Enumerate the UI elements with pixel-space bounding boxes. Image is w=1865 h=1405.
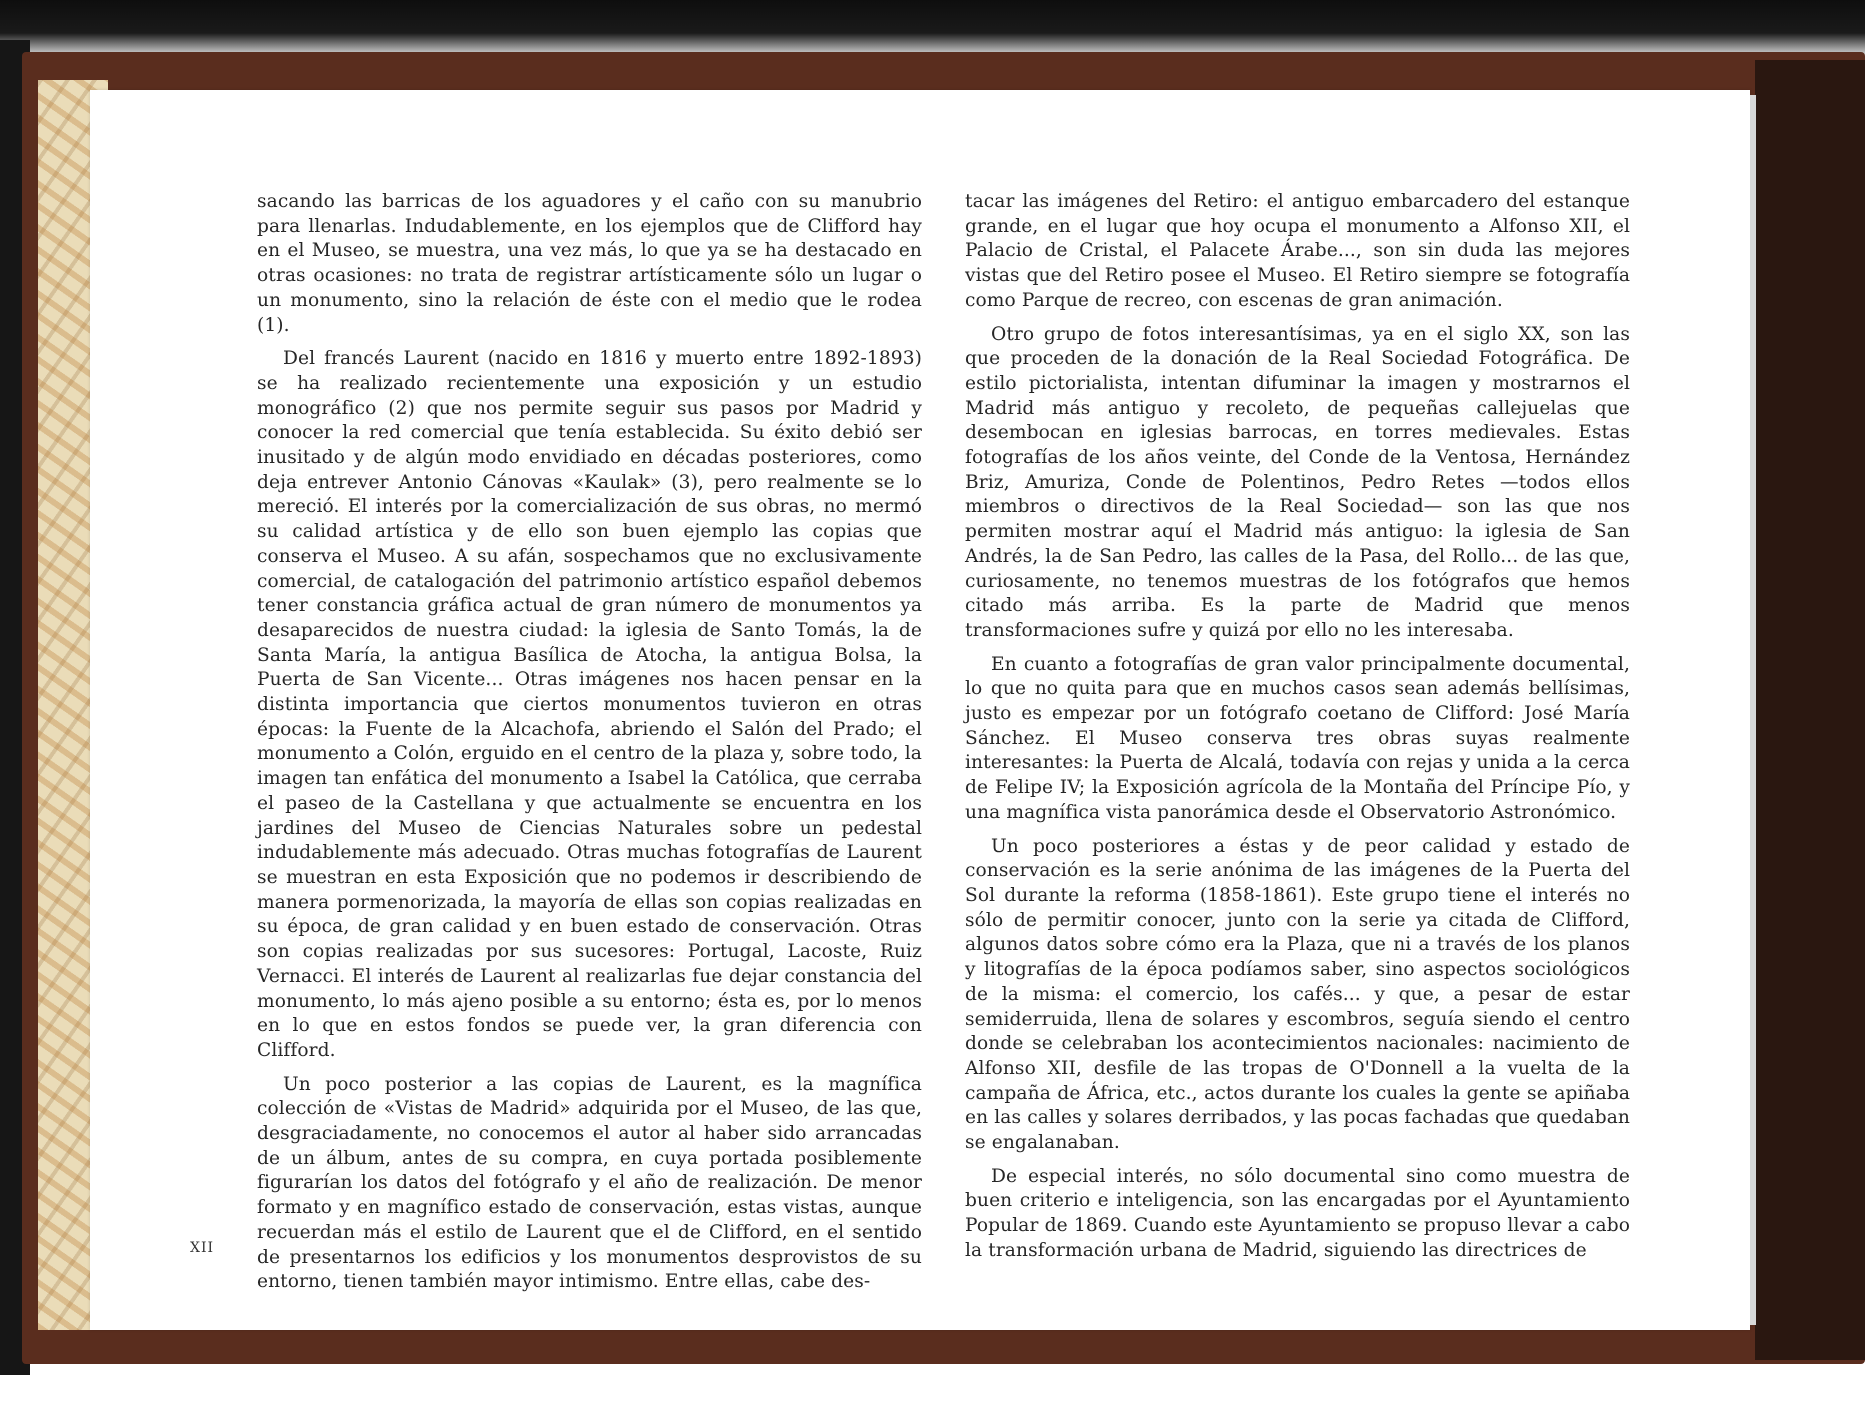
page-number: XII [190, 1240, 215, 1256]
paragraph: Un poco posterior a las copias de Laurent, es la magnífica colección de «Vistas de Madrid» adquirida por el Museo, de las que, desgraciadamente, no conocemos el autor al haber sido arrancadas de un álbum, antes de su compra, en cuya portada posiblemente figurarían los datos del fotógrafo y el año de realización. De menor formato y en magnífico estado de conservación, estas vistas, aunque recuerdan más el estilo de Laurent que el de Clifford, en el sentido de presentarnos los edificios y los monumentos desprovistos de su entorno, tienen también mayor intimismo. Entre ellas, cabe des- [257, 1073, 922, 1293]
page-edge [1750, 95, 1756, 1325]
scan-background-top [0, 0, 1865, 60]
paragraph: Del francés Laurent (nacido en 1816 y muerto entre 1892-1893) se ha realizado recientemente una exposición y un estudio monográfico (2) que nos permite seguir sus pasos por Madrid y conocer la red comercial que tenía establecida. Su éxito debió ser inusitado y de algún modo envidiado en décadas posteriores, como deja entrever Antonio Cánovas «Kaulak» (3), pero realmente se lo mereció. El interés por la comercialización de sus obras, no mermó su calidad artística y de ello son buen ejemplo las copias que conserva el Museo. A su afán, sospechamos que no exclusivamente comercial, de catalogación del patrimonio artístico español debemos tener constancia gráfica actual de gran número de monumentos ya desaparecidos de nuestra ciudad: la iglesia de Santo Tomás, la de Santa María, la antigua Basílica de Atocha, la antigua Bolsa, la Puerta de San Vicente... Otras imágenes nos hacen pensar en la distinta importancia que ciertos monumentos tuvieron en otras épocas: la Fuente de la Alcachofa, abriendo el Salón del Prado; el monumento a Colón, erguido en el centro de la plaza y, sobre todo, la imagen tan enfática del monumento a Isabel la Católica, que cerraba el paseo de la Castellana y que actualmente se encuentra en los jardines del Museo de Ciencias Naturales sobre un pedestal indudablemente más adecuado. Otras muchas fotografías de Laurent se muestran en esta Exposición que no podemos ir describiendo de manera pormenorizada, la mayoría de ellas son copias realizadas en su época, de gran calidad y en buen estado de conservación. Otras son copias realizadas por sus sucesores: Portugal, Lacoste, Ruiz Vernacci. El interés de Laurent al realizarlas fue dejar constancia del monumento, lo más ajeno posible a su entorno; ésta es, por lo menos en lo que en estos fondos se puede ver, la gran diferencia con Clifford. [257, 348, 922, 1061]
paragraph: Un poco posteriores a éstas y de peor calidad y estado de conservación es la serie anónima de las imágenes de la Puerta del Sol durante la reforma (1858-1861). Este grupo tiene el interés no sólo de permitir conocer, junto con la serie ya citada de Clifford, algunos datos sobre cómo era la Plaza, que ni a través de los planos y litografías de la época podíamos saber, sino aspectos sociológicos de la misma: el comercio, los cafés... y que, a pesar de estar semiderruida, llena de solares y escombros, seguía siendo el centro donde se celebraban los acontecimientos nacionales: nacimiento de Alfonso XII, desfile de las tropas de O'Donnell a la vuelta de la campaña de África, etc., actos durante los cuales la gente se apiñaba en las calles y solares derribados, y las pocas fachadas que quedaban se engalanaban. [965, 835, 1630, 1154]
right-text-column [965, 190, 1630, 1273]
paragraph: tacar las imágenes del Retiro: el antiguo embarcadero del estanque grande, en el lugar que hoy ocupa el monumento a Alfonso XII, el Palacio de Cristal, el Palacete Árabe..., son sin duda las mejores vistas que del Retiro posee el Museo. El Retiro siempre se fotografía como Parque de recreo, con escenas de gran animación. [965, 191, 1630, 311]
left-text-column [257, 190, 922, 1304]
paragraph: De especial interés, no sólo documental sino como muestra de buen criterio e inteligencia, son las encargadas por el Ayuntamiento Popular de 1869. Cuando este Ayuntamiento se propuso llevar a cabo la transformación urbana de Madrid, siguiendo las directrices de [965, 1165, 1630, 1261]
paragraph: sacando las barricas de los aguadores y el caño con su manubrio para llenarlas. Indudablemente, en los ejemplos que de Clifford hay en el Museo, se muestra, una vez más, lo que ya se ha destacado en otras ocasiones: no trata de registrar artísticamente sólo un lugar o un monumento, sino la relación de éste con el medio que le rodea (1). [257, 191, 922, 336]
paragraph: Otro grupo de fotos interesantísimas, ya en el siglo XX, son las que proceden de la donación de la Real Sociedad Fotográfica. De estilo pictorialista, intentan difuminar la imagen y mostrarnos el Madrid más antiguo y recoleto, de pequeñas callejuelas que desembocan en iglesias barrocas, en torres medievales. Estas fotografías de los años veinte, del Conde de la Ventosa, Hernández Briz, Amuriza, Conde de Polentinos, Pedro Retes —todos ellos miembros o directivos de la Real Sociedad— son las que nos permiten mostrar aquí el Madrid más antiguo: la iglesia de San Andrés, la de San Pedro, las calles de la Pasa, del Rollo... de las que, curiosamente, no tenemos muestras de los fotógrafos que hemos citado más arriba. Es la parte de Madrid que menos transformaciones sufre y quizá por ello no les interesaba. [965, 323, 1630, 641]
paragraph: En cuanto a fotografías de gran valor principalmente documental, lo que no quita para que en muchos casos sean además bellísimas, justo es empezar por un fotógrafo coetano de Clifford: José María Sánchez. El Museo conserva tres obras suyas realmente interesantes: la Puerta de Alcalá, todavía con rejas y unida a la cerca de Felipe IV; la Exposición agrícola de la Montaña del Príncipe Pío, y una magnífica vista panorámica desde el Observatorio Astronómico. [965, 653, 1630, 823]
book-cover-edge [1755, 60, 1865, 1360]
